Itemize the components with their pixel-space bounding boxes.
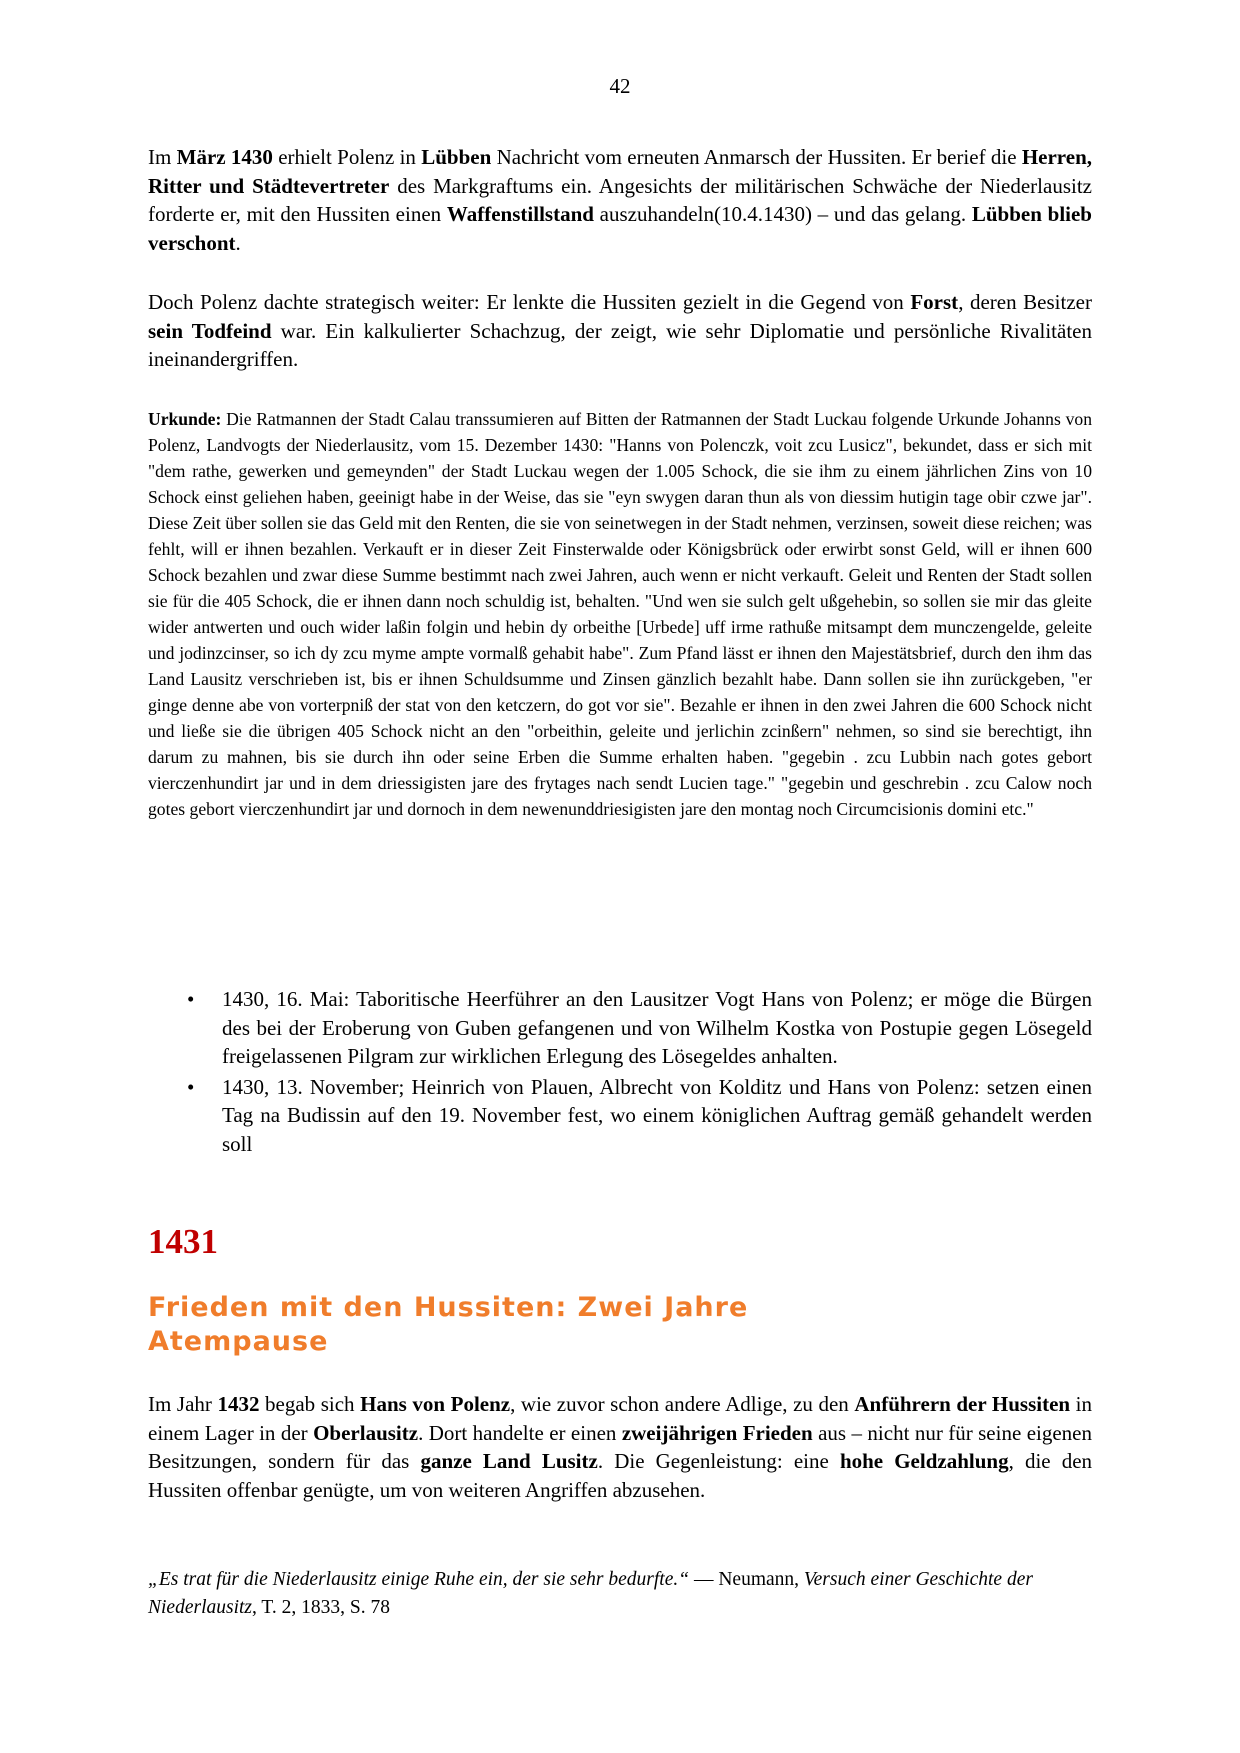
urkunde-text: Die Ratmannen der Stadt Calau transsumieren auf Bitten der Ratmannen der Stadt Luckau folgende Urkunde Johanns von Polenz, Landvogts der Niederlausitz, vom 15. Dezember 1430: "Hanns von Polenczk, voit zcu Lusicz", bekundet, dass er sich mit "dem rathe, gewerken und gemeynden" der Stadt Luckau wegen der 1.005 Schock, die sie ihm zu einem jährlichen Zins von 10 Schock einst geliehen haben, geeinigt habe in der Weise, das sie "eyn swygen daran thun als von diessim hutigin tage obir czwe jar". Diese Zeit über sollen sie das Geld mit den Renten, die sie von seinetwegen in der Stadt nehmen, verzinsen, soweit diese reichen; was fehlt, will er ihnen bezahlen. Verkauft er in dieser Zeit Finsterwalde oder Königsbrück oder erwirbt sonst Geld, will er ihnen 600 Schock bezahlen und zwar diese Summe bestimmt nach zwei Jahren, auch wenn er nicht verkauft. Geleit und Renten der Stadt sollen sie für die 405 Schock, die er ihnen dann noch schuldig ist, behalten. "Und wen sie sulch gelt ußgehebin, so sollen sie mir das gleite wider antwerten und ouch wider laßin folgin und hebin dy orbeithe [Urbede] uff irme rathuße mitsampt dem munczengelde, geleite und jodinzcinser, so ich dy zcu myme ampte vormalß gehabit habe". Zum Pfand lässt er ihnen den Majestätsbrief, durch den ihm das Land Lausitz verschrieben ist, bis er ihnen Schuldsumme und Zinsen gänzlich bezahlt habe. Dann sollen sie ihn zurückgeben, "er ginge denne abe von vorterpniß der stat von den ketczern, do got vor sie". Bezahle er ihnen in den zwei Jahren die 600 Schock nicht und ließe sie die übrigen 405 Schock nicht an den "orbeithin, geleite und jerlichin zcinßern" nehmen, so sind sie berechtigt, ihn darum zu mahnen, bis sie durch ihn oder seine Erben die Summe erhalten haben. "gegebin . zcu Lubbin nach gotes gebort vierczenhundirt jar und in dem driessigisten jare des frytages nach sendt Lucien tage." "gegebin und geschrebin . zcu Calow noch gotes gebort vierczenhundirt jar und dornoch in dem newenunddriesigisten jare den montag noch Circumcisionis domini etc." bbox=[148, 409, 1092, 819]
urkunde-label: Urkunde: bbox=[148, 409, 222, 429]
quote-block: „Es trat für die Niederlausitz einige Ruhe ein, der sie sehr bedurfte.“ — Neumann, Versuch einer Geschichte der Niederlausitz, T. 2, 1833, S. 78 bbox=[148, 1569, 1033, 1618]
paragraph-polenz-strategy: Doch Polenz dachte strategisch weiter: Er lenkte die Hussiten gezielt in die Gegend von Forst, deren Besitzer sein Todfeind war. Ein kalkulierter Schachzug, der zeigt, wie sehr Diplomatie und persönliche Rivalitäten ineinandergriffen. bbox=[148, 290, 1092, 371]
page-number: 42 bbox=[609, 74, 631, 98]
urkunde-paragraph bbox=[148, 406, 1092, 822]
list-item: • 1430, 16. Mai: Taboritische Heerführer an den Lausitzer Vogt Hans von Polenz; er möge die Bürgen des bei der Eroberung von Guben gefangenen und von Wilhelm Kostka von Postupie gegen Lösegeld freigelassenen Pilgram zur wirklichen Erlegung des Lösegeldes anhalten. bbox=[187, 987, 1092, 1068]
paragraph-1432: Im Jahr 1432 begab sich Hans von Polenz, wie zuvor schon andere Adlige, zu den Anführern der Hussiten in einem Lager in der Oberlausitz. Dort handelte er einen zweijährigen Frieden aus – nicht nur für seine eigenen Besitzungen, sondern für das ganze Land Lusitz. Die Gegenleistung: eine hohe Geldzahlung, die den Hussiten offenbar genügte, um von weiteren Angriffen abzusehen. bbox=[148, 1392, 1093, 1502]
quote-text: „Es trat für die Niederlausitz einige Ruhe ein, der sie sehr bedurfte.“ bbox=[148, 1569, 690, 1590]
paragraph-maerz-1430: Im März 1430 erhielt Polenz in Lübben Nachricht vom erneuten Anmarsch der Hussiten. Er berief die Herren, Ritter und Städtevertreter des Markgraftums ein. Angesichts der militärischen Schwäche der Niederlausitz forderte er, mit den Hussiten einen Waffenstillstand auszuhandeln(10.4.1430) – und das gelang. Lübben blieb verschont. bbox=[148, 145, 1092, 255]
section-title: Frieden mit den Hussiten: Zwei Jahre Atempause bbox=[148, 1292, 749, 1357]
year-heading: 1431 bbox=[148, 1222, 218, 1261]
quote-work-title: Versuch einer Geschichte der Niederlausitz bbox=[148, 1569, 1033, 1618]
list-item: • 1430, 13. November; Heinrich von Plauen, Albrecht von Kolditz und Hans von Polenz: setzen einen Tag na Budissin auf den 19. November fest, wo einem königlichen Auftrag gemäß gehandelt werden soll bbox=[187, 1074, 1092, 1156]
bullet-icon: • bbox=[187, 1074, 195, 1099]
bullet-icon: • bbox=[187, 987, 195, 1011]
bullet-list bbox=[148, 985, 1092, 1160]
